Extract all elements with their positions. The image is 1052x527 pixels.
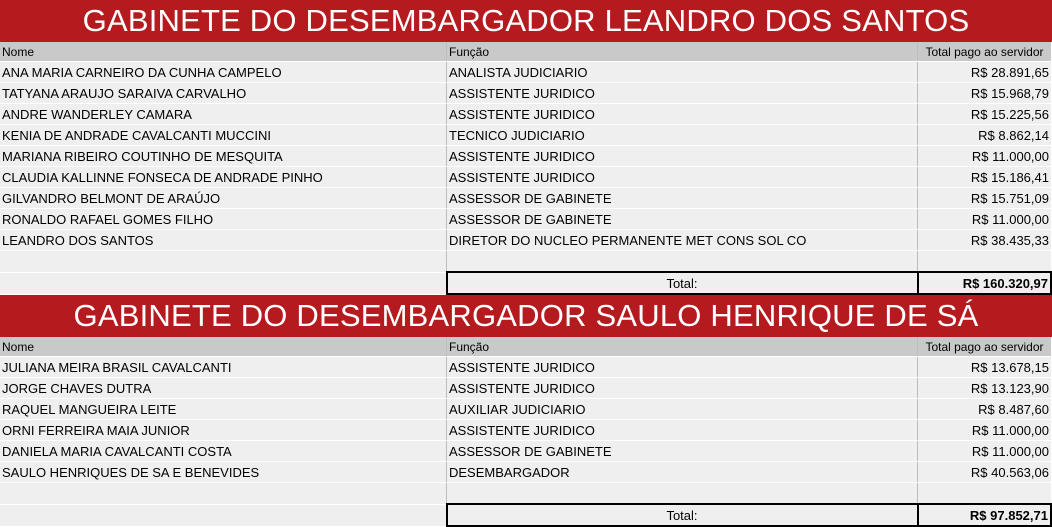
cell-valor: R$ 15.751,09: [918, 188, 1052, 209]
cell-funcao: ASSESSOR DE GABINETE: [447, 188, 918, 209]
cell-valor: R$ 11.000,00: [918, 209, 1052, 230]
cell-funcao: TECNICO JUDICIARIO: [447, 125, 918, 146]
section1-table: [0, 42, 1052, 295]
table-row: [0, 399, 1051, 420]
table-row: [0, 62, 1051, 83]
total-row: [0, 504, 1051, 526]
cell-funcao: ASSISTENTE JURIDICO: [447, 420, 918, 441]
table-row: [0, 104, 1051, 125]
cell-funcao: ASSISTENTE JURIDICO: [447, 378, 918, 399]
cell-nome: MARIANA RIBEIRO COUTINHO DE MESQUITA: [0, 146, 447, 167]
blank-cell: [0, 251, 447, 273]
cell-valor: R$ 15.968,79: [918, 83, 1052, 104]
cell-nome: ANDRE WANDERLEY CAMARA: [0, 104, 447, 125]
header-total: Total pago ao servidor: [918, 42, 1052, 62]
cell-nome: GILVANDRO BELMONT DE ARAÚJO: [0, 188, 447, 209]
cell-valor: R$ 28.891,65: [918, 62, 1052, 83]
cell-nome: SAULO HENRIQUES DE SA E BENEVIDES: [0, 462, 447, 483]
cell-nome: ORNI FERREIRA MAIA JUNIOR: [0, 420, 447, 441]
cell-funcao: DIRETOR DO NUCLEO PERMANENTE MET CONS SOL CO: [447, 230, 918, 251]
total-label: Total:: [447, 272, 918, 294]
table-row: [0, 167, 1051, 188]
blank-row: [0, 251, 1051, 273]
table-row: [0, 357, 1051, 378]
cell-nome: RONALDO RAFAEL GOMES FILHO: [0, 209, 447, 230]
table-row: [0, 462, 1051, 483]
cell-funcao: ASSESSOR DE GABINETE: [447, 209, 918, 230]
cell-funcao: ASSESSOR DE GABINETE: [447, 441, 918, 462]
total-label: Total:: [447, 504, 918, 526]
section2-title: GABINETE DO DESEMBARGADOR SAULO HENRIQUE DE SÁ: [0, 295, 1052, 337]
cell-valor: R$ 13.123,90: [918, 378, 1052, 399]
cell-funcao: AUXILIAR JUDICIARIO: [447, 399, 918, 420]
total-row: [0, 272, 1051, 294]
cell-valor: R$ 15.225,56: [918, 104, 1052, 125]
cell-nome: DANIELA MARIA CAVALCANTI COSTA: [0, 441, 447, 462]
table-row: [0, 188, 1051, 209]
cell-nome: LEANDRO DOS SANTOS: [0, 230, 447, 251]
cell-funcao: DESEMBARGADOR: [447, 462, 918, 483]
total-value: R$ 160.320,97: [918, 272, 1052, 294]
cell-funcao: ANALISTA JUDICIARIO: [447, 62, 918, 83]
table-row: [0, 83, 1051, 104]
blank-cell: [0, 483, 447, 505]
cell-valor: R$ 11.000,00: [918, 420, 1052, 441]
table-row: [0, 230, 1051, 251]
blank-cell: [447, 483, 918, 505]
table-row: [0, 146, 1051, 167]
blank-cell: [918, 251, 1052, 273]
cell-valor: R$ 11.000,00: [918, 146, 1052, 167]
cell-funcao: ASSISTENTE JURIDICO: [447, 83, 918, 104]
header-nome: Nome: [0, 337, 447, 357]
header-funcao: Função: [447, 337, 918, 357]
table-row: [0, 125, 1051, 146]
cell-funcao: ASSISTENTE JURIDICO: [447, 146, 918, 167]
blank-cell: [918, 483, 1052, 505]
table-row: [0, 209, 1051, 230]
cell-funcao: ASSISTENTE JURIDICO: [447, 357, 918, 378]
header-nome: Nome: [0, 42, 447, 62]
section1-title: GABINETE DO DESEMBARGADOR LEANDRO DOS SANTOS: [0, 0, 1052, 42]
total-value: R$ 97.852,71: [918, 504, 1052, 526]
cell-nome: TATYANA ARAUJO SARAIVA CARVALHO: [0, 83, 447, 104]
cell-nome: ANA MARIA CARNEIRO DA CUNHA CAMPELO: [0, 62, 447, 83]
cell-valor: R$ 8.862,14: [918, 125, 1052, 146]
table-header-row: [0, 337, 1051, 357]
blank-cell: [447, 251, 918, 273]
section2-table: [0, 337, 1052, 527]
blank-cell: [0, 272, 447, 294]
table-header-row: [0, 42, 1051, 62]
cell-nome: CLAUDIA KALLINNE FONSECA DE ANDRADE PINHO: [0, 167, 447, 188]
cell-nome: JULIANA MEIRA BRASIL CAVALCANTI: [0, 357, 447, 378]
header-funcao: Função: [447, 42, 918, 62]
cell-valor: R$ 40.563,06: [918, 462, 1052, 483]
cell-funcao: ASSISTENTE JURIDICO: [447, 104, 918, 125]
table-row: [0, 420, 1051, 441]
table-row: [0, 441, 1051, 462]
cell-valor: R$ 11.000,00: [918, 441, 1052, 462]
cell-nome: RAQUEL MANGUEIRA LEITE: [0, 399, 447, 420]
cell-valor: R$ 13.678,15: [918, 357, 1052, 378]
cell-nome: KENIA DE ANDRADE CAVALCANTI MUCCINI: [0, 125, 447, 146]
cell-valor: R$ 15.186,41: [918, 167, 1052, 188]
header-total: Total pago ao servidor: [918, 337, 1052, 357]
table-row: [0, 378, 1051, 399]
cell-valor: R$ 8.487,60: [918, 399, 1052, 420]
cell-valor: R$ 38.435,33: [918, 230, 1052, 251]
blank-cell: [0, 504, 447, 526]
cell-nome: JORGE CHAVES DUTRA: [0, 378, 447, 399]
cell-funcao: ASSISTENTE JURIDICO: [447, 167, 918, 188]
blank-row: [0, 483, 1051, 505]
